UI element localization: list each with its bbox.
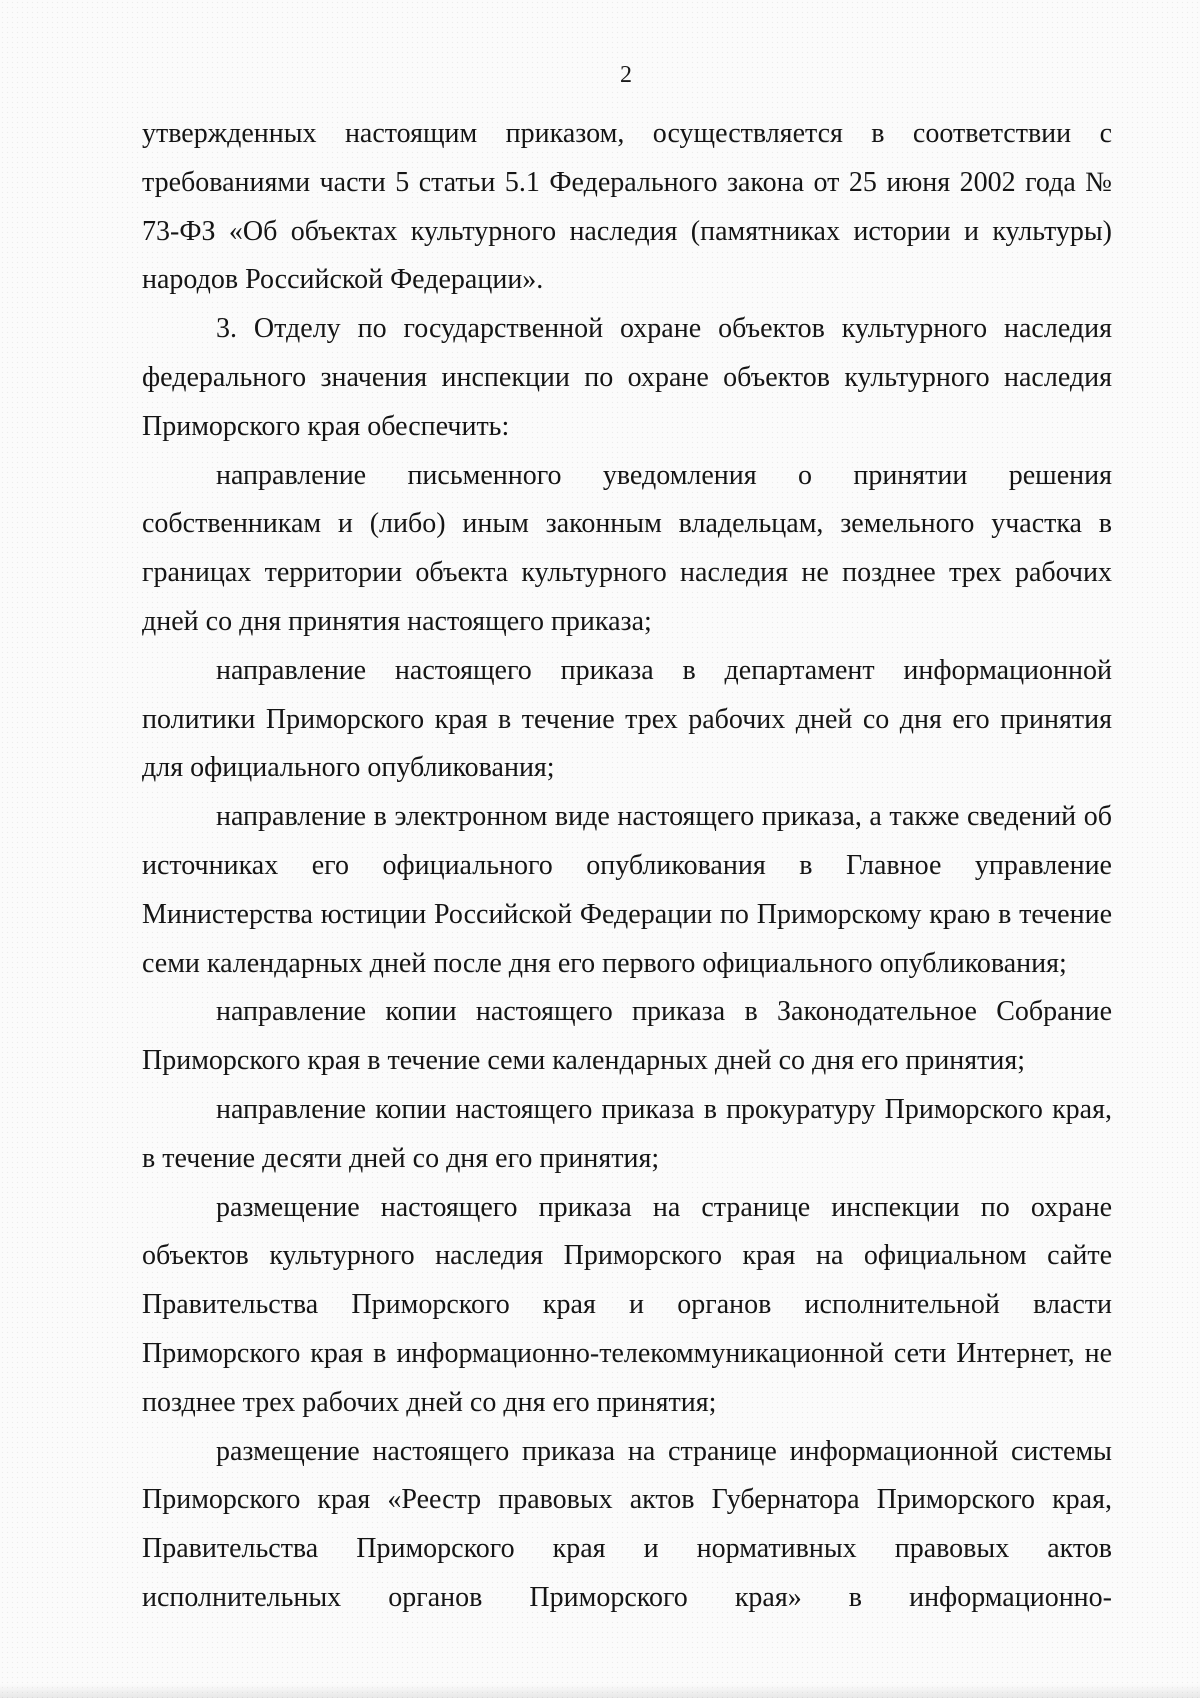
paragraph-item-3: 3. Отделу по государственной охране объектов культурного наследия федерального значения инспекции по охране объектов культурного наследия Приморского края обеспечить: — [142, 313, 1112, 442]
paragraph-registry: размещение настоящего приказа на странице информационной системы Приморского края «Реестр правовых актов Губернатора Приморского края, Правительства Приморского края и нормативных правовых актов исполнительных органов Приморского края» в информационно- — [142, 1435, 1112, 1613]
paragraph-prosecutor: направление копии настоящего приказа в прокуратуру Приморского края, в течение десяти дней со дня его принятия; — [142, 1093, 1112, 1174]
paragraph-ministry-justice: направление в электронном виде настоящего приказа, а также сведений об источниках его официального опубликования в Главное управление Министерства юстиции Российской Федерации по Приморскому краю в течение семи календарных дней после дня его первого официального опубликования; — [142, 801, 1112, 979]
paragraph-info-policy: направление настоящего приказа в департамент информационной политики Приморского края в течение трех рабочих дней со дня его принятия для официального опубликования; — [142, 654, 1112, 784]
paragraph-continuation: утвержденных настоящим приказом, осуществляется в соответствии с требованиями части 5 статьи 5.1 Федерального закона от 25 июня 2002 года № 73-ФЗ «Об объектах культурного наследия (памятниках истории и культуры) народов Российской Федерации». — [142, 118, 1112, 296]
document-body — [142, 110, 1112, 1623]
paragraph-website: размещение настоящего приказа на странице инспекции по охране объектов культурного наследия Приморского края на официальном сайте Правительства Приморского края и органов исполнительной власти Приморского края в информационно-телекоммуникационной сети Интернет, не позднее трех рабочих дней со дня его принятия; — [142, 1191, 1112, 1418]
paragraph-legislative-assembly: направление копии настоящего приказа в Законодательное Собрание Приморского края в течение семи календарных дней со дня его принятия; — [142, 996, 1112, 1077]
page-number: 2 — [620, 62, 632, 88]
paragraph-notification: направление письменного уведомления о принятии решения собственникам и (либо) иным законным владельцам, земельного участка в границах территории объекта культурного наследия не позднее трех рабочих дней со дня принятия настоящего приказа; — [142, 459, 1112, 637]
scan-edge-shadow — [0, 1684, 1200, 1698]
